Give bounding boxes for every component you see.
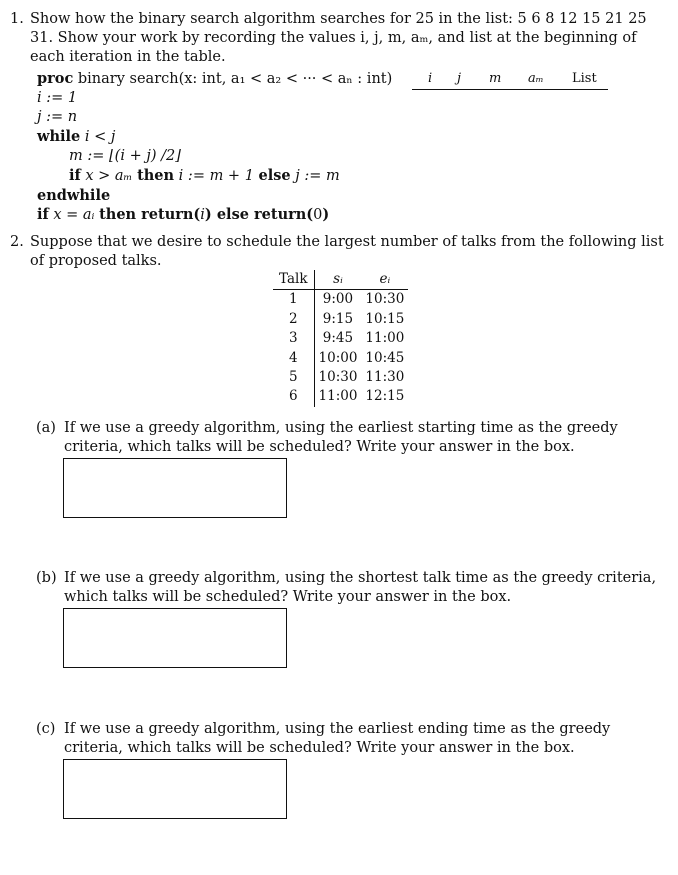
header-start: sᵢ: [314, 270, 361, 290]
part-text: If we use a greedy algorithm, using the earliest starting time as the greedy criteria, which talks will be scheduled? Write your answer in the box.: [64, 420, 618, 455]
answer-box-b[interactable]: [63, 608, 287, 668]
part-label: (a): [36, 420, 56, 436]
part-a: [36, 419, 666, 457]
proc-line: proc binary search(x: int, a₁ < a₂ < ··· < aₙ : int): [37, 70, 393, 87]
table-row: 3 9:45 11:00: [273, 329, 408, 348]
question-2: [10, 233, 665, 271]
question-1: [10, 10, 665, 67]
part-text: If we use a greedy algorithm, using the shortest talk time as the greedy criteria, which talks will be scheduled? Write your answer in the box.: [64, 570, 657, 605]
question-number: 2.: [10, 234, 24, 250]
header-end: eᵢ: [361, 270, 408, 290]
part-label: (b): [36, 570, 57, 586]
answer-box-a[interactable]: [63, 458, 287, 518]
init-i-line: i := 1: [37, 90, 78, 106]
talks-table-header: [273, 270, 408, 290]
init-j-line: j := n: [37, 109, 78, 125]
talks-table: [273, 270, 408, 407]
part-text: If we use a greedy algorithm, using the earliest ending time as the greedy criteria, which talks will be scheduled? Write your answer in the box.: [64, 721, 611, 756]
question-text: Suppose that we desire to schedule the largest number of talks from the following list of proposed talks.: [30, 234, 664, 269]
answer-box-c[interactable]: [63, 759, 287, 819]
part-c: [36, 720, 666, 758]
table-row: 5 10:30 11:30: [273, 368, 408, 387]
trace-col-list: List: [572, 71, 597, 86]
table-row: 2 9:15 10:15: [273, 310, 408, 329]
endwhile-line: endwhile: [37, 187, 111, 204]
trace-table-header: [412, 69, 608, 90]
part-label: (c): [36, 721, 56, 737]
trace-col-am: aₘ: [528, 71, 544, 86]
trace-col-j: j: [457, 71, 462, 86]
trace-col-i: i: [428, 71, 433, 86]
header-talk: Talk: [273, 270, 314, 290]
table-row: 4 10:00 10:45: [273, 349, 408, 368]
binary-search-pseudocode: [37, 69, 392, 225]
return-line: if x = aᵢ then return(i) else return(0): [37, 206, 330, 223]
table-row: 1 9:00 10:30: [273, 290, 408, 310]
while-line: while i < j: [37, 128, 116, 145]
midpoint-line: m := ⌊(i + j) /2⌋: [69, 148, 181, 164]
table-row: 6 11:00 12:15: [273, 387, 408, 406]
part-b: [36, 569, 666, 607]
question-text: Show how the binary search algorithm searches for 25 in the list: 5 6 8 12 15 21 25 31. Show your work by recording the values i, j, m, aₘ, and list at the beginning of each iteration in the table.: [30, 11, 647, 65]
if-line: if x > aₘ then i := m + 1 else j := m: [69, 167, 340, 184]
question-number: 1.: [10, 11, 24, 27]
trace-col-m: m: [489, 71, 502, 86]
